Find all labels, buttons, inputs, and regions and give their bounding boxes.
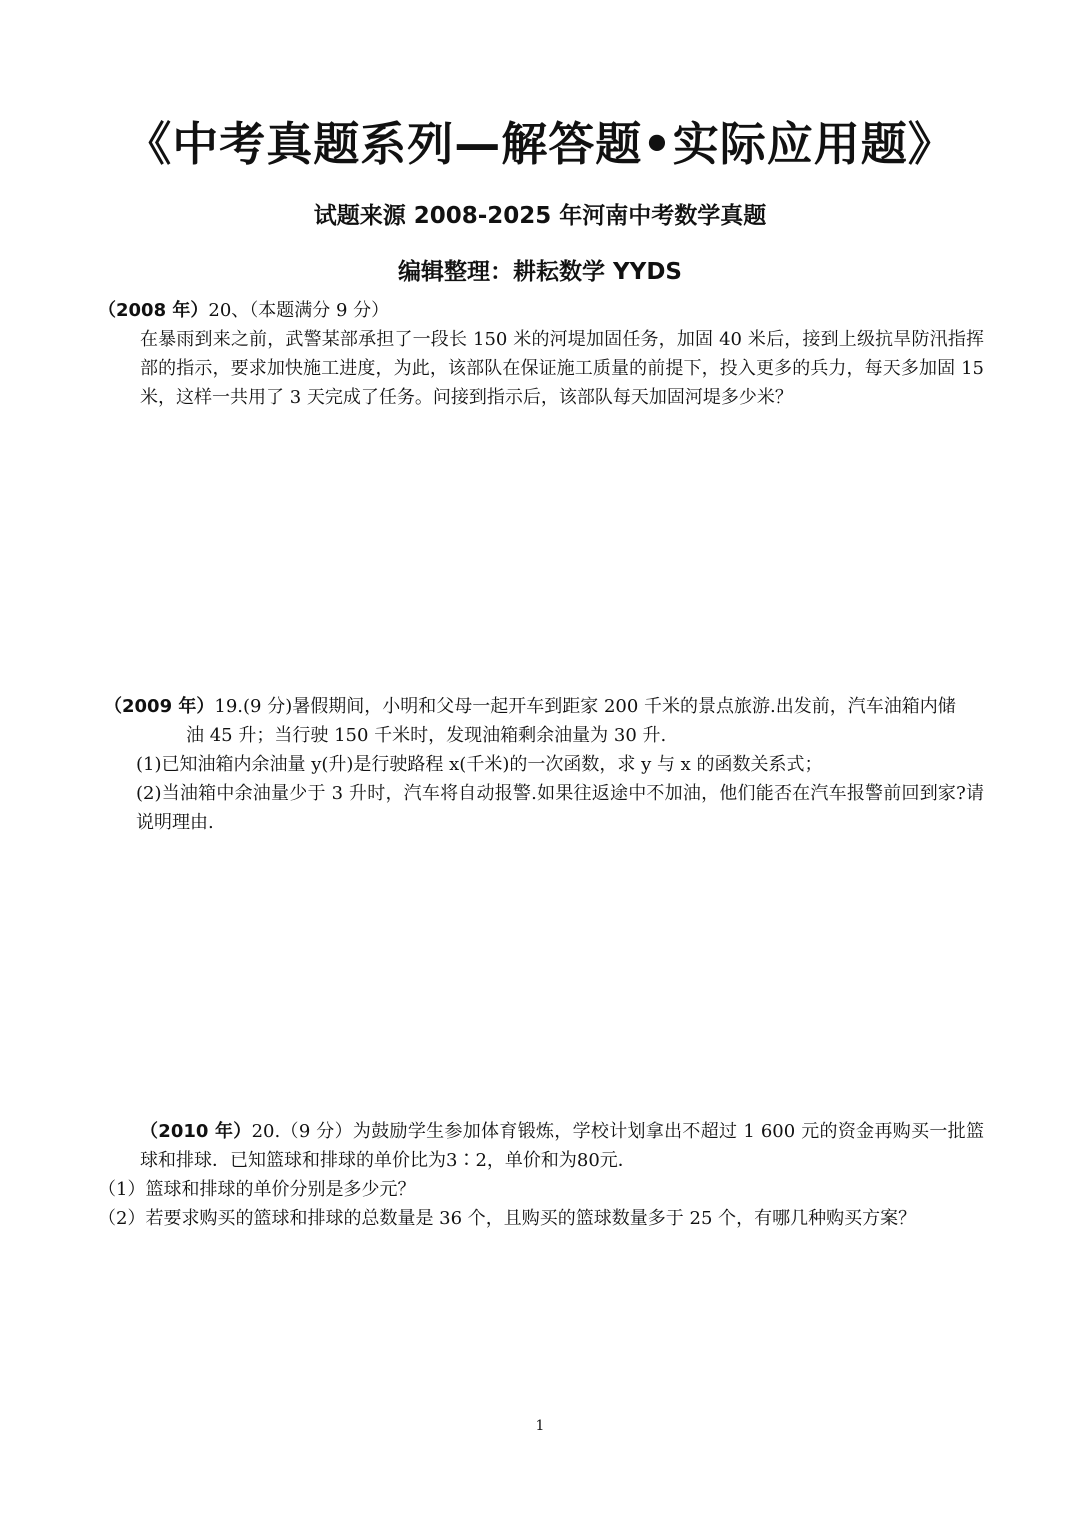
document-title: 《中考真题系列—解答题•实际应用题》 — [125, 117, 955, 171]
question-2009-line2: 油 45 升；当行驶 150 千米时，发现油箱剩余油量为 30 升. — [186, 725, 667, 746]
editor-line: 编辑整理：耕耘数学 YYDS — [398, 259, 682, 285]
question-part-2: (2)当油箱中余油量少于 3 升时，汽车将自动报警.如果往返途中不加油，他们能否在汽车报警前回到家?请说明理由. — [136, 783, 984, 833]
question-2010 — [98, 1117, 984, 1233]
question-heading: 20、（本题满分 9 分） — [208, 300, 390, 321]
question-part-1: （1）篮球和排球的单价分别是多少元？ — [98, 1179, 416, 1200]
question-2010-intro — [98, 1117, 984, 1175]
source-line: 试题来源 2008-2025 年河南中考数学真题 — [313, 203, 767, 229]
question-year: （2008 年） — [98, 300, 209, 321]
question-2008-heading — [98, 296, 984, 325]
question-body: 在暴雨到来之前，武警某部承担了一段长 150 米的河堤加固任务，加固 40 米后，接到上级抗旱防汛指挥部的指示，要求加快施工进度，为此，该部队在保证施工质量的前提下，投入更多的兵力，每天多加固 15 米，这样一共用了 3 天完成了任务。问接到指示后，该部队每天加固河堤多少米？ — [140, 329, 984, 408]
question-year: （2010 年） — [140, 1121, 252, 1142]
question-text: 19.(9 分)暑假期间，小明和父母一起开车到距家 200 千米的景点旅游.出发前，汽车油箱内储 — [214, 696, 956, 717]
question-year: （2009 年） — [104, 696, 215, 717]
question-2008 — [98, 296, 984, 412]
question-2009 — [98, 692, 984, 837]
question-2009-line1 — [98, 692, 984, 721]
question-text: 20.（9 分）为鼓励学生参加体育锻炼，学校计划拿出不超过 1 600 元的资金再购买一批篮球和排球．已知篮球和排球的单价比为3∶2，单价和为80元． — [140, 1121, 984, 1171]
question-part-2: （2）若要求购买的篮球和排球的总数量是 36 个，且购买的篮球数量多于 25 个，有哪几种购买方案？ — [98, 1208, 917, 1229]
question-part-1: (1)已知油箱内余油量 y(升)是行驶路程 x(千米)的一次函数，求 y 与 x 的函数关系式； — [136, 754, 823, 775]
page-number: 1 — [535, 1418, 545, 1434]
